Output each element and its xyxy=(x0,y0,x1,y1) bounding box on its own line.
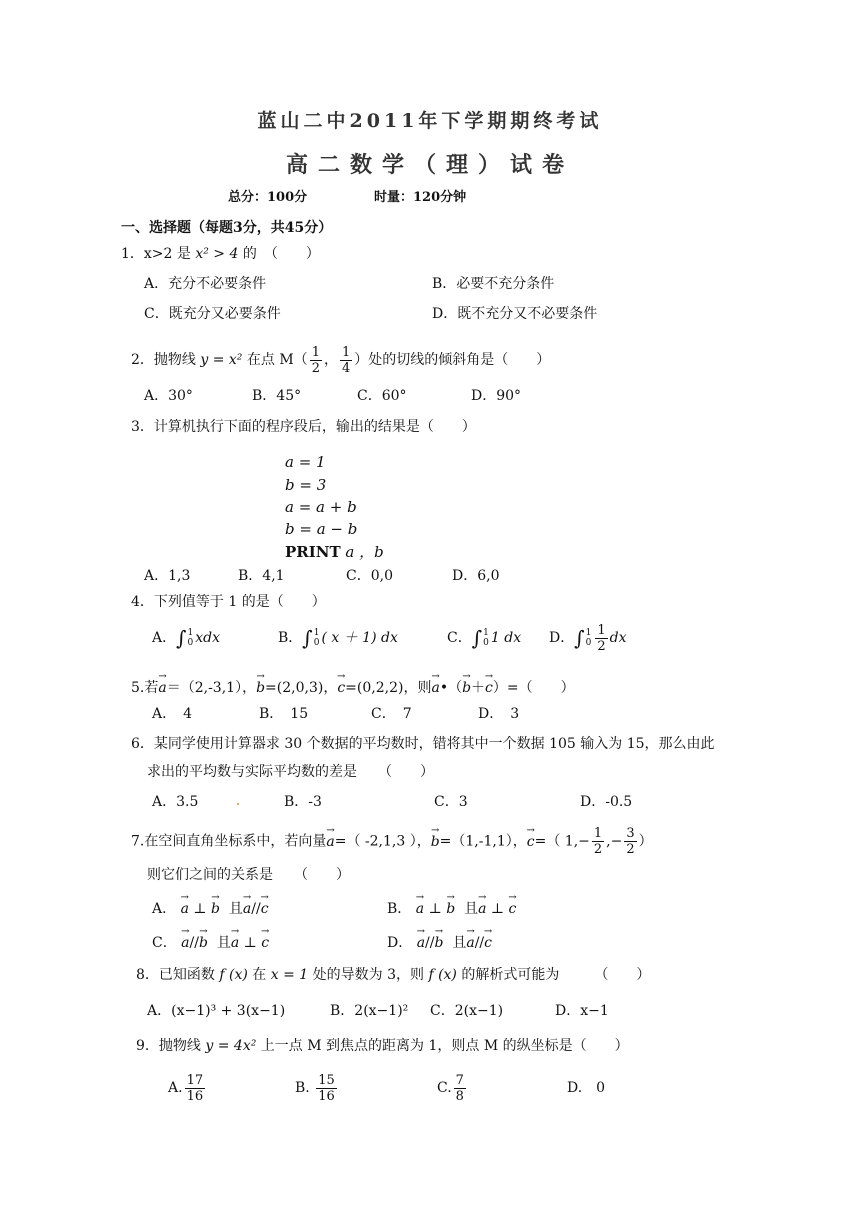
lower-limit: 0 xyxy=(313,638,320,648)
q4-d-den: 2 xyxy=(597,638,606,654)
q8-stem-c: 处的导数为 3，则 xyxy=(312,967,424,983)
q2-option-d: D．90° xyxy=(471,388,522,404)
q5-vector-c-2: → c xyxy=(485,679,493,697)
q7-f2-num: 3 xyxy=(626,826,635,841)
q7-c-sep: ,− xyxy=(606,833,623,850)
q5-vector-a: → a xyxy=(158,679,166,697)
q3-option-c: C．0,0 xyxy=(346,568,393,584)
q4-c-integrand: 1 dx xyxy=(490,630,522,646)
q9-b-den: 16 xyxy=(318,1088,335,1104)
q5-vector-a-2: → a xyxy=(431,679,439,697)
total-score: 总分：100分 xyxy=(228,190,308,205)
q9-c-den: 8 xyxy=(455,1088,464,1104)
q7-f2-den: 2 xyxy=(626,842,635,857)
question-8-stem xyxy=(136,966,650,984)
q9-a-fraction xyxy=(185,1073,206,1104)
q2-stem-d: ）处的切线的倾斜角是（ ） xyxy=(354,352,551,368)
q9-a-label: A. xyxy=(168,1080,183,1096)
q1-inequality: x² > 4 xyxy=(195,246,239,262)
q9-stem-a: 9．抛物线 xyxy=(136,1038,201,1054)
question-7-line-2: 则它们之间的关系是 （ ） xyxy=(147,867,350,883)
vec-c: → c xyxy=(261,934,269,952)
q6-option-a: A．3.5 xyxy=(152,794,199,810)
q9-a-den: 16 xyxy=(186,1088,204,1104)
q3-code-line-1: a = 1 xyxy=(285,453,326,471)
q5-option-d: D． 3 xyxy=(478,706,520,722)
relation: // xyxy=(474,935,485,951)
q4-b-limits xyxy=(314,628,320,648)
q3-option-d: D．6,0 xyxy=(452,568,500,584)
q3-option-a: A．1,3 xyxy=(144,568,191,584)
upper-limit: 1 xyxy=(187,628,194,638)
q7-option-c xyxy=(152,934,269,952)
and: 且 xyxy=(452,935,467,951)
q4-c-label: C． xyxy=(447,630,472,646)
q9-b-fraction xyxy=(316,1073,337,1104)
and: 且 xyxy=(228,901,243,917)
question-1-stem xyxy=(121,245,320,263)
q8-option-b: B．2(x−1)² xyxy=(330,1003,409,1019)
q7-f1-num: 1 xyxy=(593,826,603,841)
q9-option-d: D. 0 xyxy=(567,1080,606,1096)
section-title: 一、选择题（每题3分，共45分） xyxy=(121,220,333,236)
q8-function: f (x) xyxy=(219,967,248,983)
relation: // xyxy=(251,901,261,917)
vec-c: → c xyxy=(509,900,517,918)
upper-limit: 1 xyxy=(483,628,489,638)
q3-print-args: a ，b xyxy=(345,543,384,561)
q4-option-d xyxy=(549,622,627,654)
q7-d-label: D． xyxy=(387,935,413,951)
vec-b: → b xyxy=(211,900,220,918)
integral-sign: ∫ xyxy=(302,626,313,650)
q9-c-num: 7 xyxy=(455,1072,464,1088)
q5-tail-a: •（ xyxy=(439,680,463,696)
q8-stem-b: 在 xyxy=(252,967,267,983)
q9-parabola: y = 4x² xyxy=(205,1038,257,1054)
q2-option-c: C．60° xyxy=(357,388,407,404)
q4-d-label: D． xyxy=(549,630,575,646)
q2-f2-num: 1 xyxy=(341,344,351,360)
q4-d-dx: dx xyxy=(609,630,627,646)
q2-f1-num: 1 xyxy=(311,344,320,360)
and: 且 xyxy=(216,935,231,951)
q4-option-a xyxy=(152,622,220,654)
q4-c-limits xyxy=(483,628,489,648)
q7-a-label: A． xyxy=(152,901,177,917)
q9-option-a xyxy=(168,1071,207,1105)
q8-stem-d: 的解析式可能为 （ ） xyxy=(461,967,651,983)
q7-option-a xyxy=(152,900,269,918)
time-limit: 时量：120分钟 xyxy=(374,190,467,205)
upper-limit: 1 xyxy=(585,628,592,638)
question-6-line-1: 6．某同学使用计算器求 30 个数据的平均数时，错将其中一个数据 105 输入为 15，那么由此 xyxy=(131,736,715,752)
exam-subtitle: 高二数学（理）试卷 xyxy=(285,152,574,178)
q5-eq1: ＝（2,-3,1）， xyxy=(166,680,257,696)
question-3-stem: 3．计算机执行下面的程序段后，输出的结果是（ ） xyxy=(131,419,476,435)
q1-stem-a: 1．x>2 是 xyxy=(121,246,191,262)
q4-option-c xyxy=(447,622,521,654)
q7-option-d xyxy=(387,934,492,952)
lower-limit: 0 xyxy=(187,638,194,648)
q6-option-c: C．3 xyxy=(434,794,468,810)
vec-a: → a xyxy=(478,900,486,918)
q9-b-label: B. xyxy=(295,1080,310,1096)
q7-vector-b: → b xyxy=(431,827,440,857)
q5-vector-b: → b xyxy=(256,679,265,697)
q2-f2-den: 4 xyxy=(341,360,351,376)
q7-b-label: B． xyxy=(387,901,412,917)
lower-limit: 0 xyxy=(483,638,489,648)
q7-b-value: =（1,-1,1）， xyxy=(439,833,527,850)
vec-c: → c xyxy=(261,900,269,918)
q3-code-line-3: a = a + b xyxy=(285,498,357,516)
q9-c-label: C. xyxy=(437,1080,452,1096)
q4-a-limits xyxy=(188,628,194,648)
question-9-stem xyxy=(136,1037,629,1055)
q5-vector-c: → c xyxy=(337,679,345,697)
q3-code-line-4: b = a − b xyxy=(285,520,358,538)
vec-a: → a xyxy=(416,900,424,918)
q7-fraction-2 xyxy=(624,826,636,857)
q3-print-keyword: PRINT xyxy=(285,543,341,561)
q6-option-d: D．-0.5 xyxy=(580,794,633,810)
q4-b-integrand: ( x ＋ 1) dx xyxy=(321,630,398,646)
q8-option-a: A．(x−1)³ + 3(x−1) xyxy=(147,1003,286,1019)
q4-d-num: 1 xyxy=(597,622,606,638)
question-7-stem xyxy=(131,826,653,857)
q7-c-value-b: ） xyxy=(638,833,653,850)
q9-b-num: 15 xyxy=(318,1072,335,1088)
integral-sign: ∫ xyxy=(176,626,187,650)
question-4-stem: 4．下列值等于 1 的是（ ） xyxy=(131,594,326,610)
q1-option-a: A．充分不必要条件 xyxy=(144,276,267,292)
question-2-stem xyxy=(131,343,550,377)
q8-option-c: C．2(x−1) xyxy=(430,1003,504,1019)
q1-option-b: B．必要不充分条件 xyxy=(432,276,555,292)
q4-a-integrand: xdx xyxy=(195,630,221,646)
q7-fraction-1 xyxy=(592,826,604,857)
q4-option-b xyxy=(278,622,398,654)
question-5-stem xyxy=(131,679,575,697)
scan-speck xyxy=(237,803,239,805)
q2-f1-den: 2 xyxy=(311,360,320,376)
q2-stem-a: 2．抛物线 xyxy=(131,352,196,368)
q2-option-a: A．30° xyxy=(144,388,193,404)
q3-code-line-2: b = 3 xyxy=(285,476,327,494)
q4-a-label: A． xyxy=(152,630,177,646)
and: 且 xyxy=(464,901,479,917)
q4-d-limits xyxy=(586,628,592,648)
q1-stem-c: 的 （ ） xyxy=(242,246,320,262)
integral-sign: ∫ xyxy=(471,626,483,650)
q5-eq3: =(0,2,2)，则 xyxy=(345,680,432,696)
vec-b: → b xyxy=(446,900,455,918)
exam-title: 蓝山二中2011年下学期期终考试 xyxy=(257,110,603,132)
q2-comma: ， xyxy=(323,352,338,368)
q1-option-d: D．既不充分又不必要条件 xyxy=(432,306,598,322)
relation: ⊥ xyxy=(193,901,207,917)
vec-a: → a xyxy=(181,900,189,918)
q5-tail-c: ）=（ ） xyxy=(492,680,575,696)
relation: // xyxy=(425,935,435,951)
q8-point: x = 1 xyxy=(270,967,309,983)
q3-option-b: B．4,1 xyxy=(238,568,285,584)
vec-c: → c xyxy=(484,934,492,952)
q6-option-b: B．-3 xyxy=(284,794,322,810)
q8-stem-a: 8．已知函数 xyxy=(136,967,215,983)
q4-d-fraction xyxy=(595,623,607,654)
vec-a: → a xyxy=(231,934,239,952)
q5-vector-b-2: → b xyxy=(462,679,471,697)
q2-fraction-2 xyxy=(340,345,352,376)
q5-option-c: C． 7 xyxy=(371,706,412,722)
q7-vector-c: → c xyxy=(527,827,535,857)
q9-a-num: 17 xyxy=(186,1072,204,1088)
relation: ⊥ xyxy=(243,935,257,951)
q2-parabola: y = x² xyxy=(200,352,243,368)
q9-option-c xyxy=(437,1071,468,1105)
q5-tail-b: ＋ xyxy=(471,680,486,696)
q7-a-value: =（ -2,1,3 ）， xyxy=(334,833,431,850)
q5-option-b: B． 15 xyxy=(259,706,309,722)
q9-c-fraction xyxy=(454,1073,466,1104)
q9-stem-b: 上一点 M 到焦点的距离为 1，则点 M 的纵坐标是（ ） xyxy=(260,1038,629,1054)
q7-f1-den: 2 xyxy=(593,842,603,857)
integral-sign: ∫ xyxy=(574,626,585,650)
q4-b-label: B． xyxy=(278,630,303,646)
q5-stem-a: 5.若 xyxy=(131,680,159,696)
q7-c-label: C． xyxy=(152,935,177,951)
relation: // xyxy=(189,935,199,951)
q2-option-b: B．45° xyxy=(252,388,302,404)
q7-vector-a: → a xyxy=(326,827,334,857)
upper-limit: 1 xyxy=(313,628,320,638)
vec-a: → a xyxy=(466,934,474,952)
question-6-line-2: 求出的平均数与实际平均数的差是 （ ） xyxy=(147,764,434,780)
q8-option-d: D．x−1 xyxy=(555,1003,609,1019)
vec-b: → b xyxy=(434,934,443,952)
q2-fraction-1 xyxy=(310,345,322,376)
q5-eq2: =(2,0,3)， xyxy=(265,680,338,696)
relation: ⊥ xyxy=(490,901,505,917)
q3-code-line-5 xyxy=(285,543,384,561)
q7-c-value-a: =（ 1,− xyxy=(534,833,590,850)
vec-a: → a xyxy=(243,900,251,918)
lower-limit: 0 xyxy=(585,638,592,648)
vec-a: → a xyxy=(181,934,189,952)
relation: ⊥ xyxy=(428,901,442,917)
vec-a: → a xyxy=(417,934,425,952)
vec-b: → b xyxy=(199,934,208,952)
q2-stem-c: 在点 M（ xyxy=(246,352,308,368)
q9-option-b xyxy=(295,1071,339,1105)
q5-option-a: A． 4 xyxy=(152,706,193,722)
q1-option-c: C．既充分又必要条件 xyxy=(144,306,281,322)
q7-stem-a: 7.在空间直角坐标系中，若向量 xyxy=(131,833,327,850)
q8-function-2: f (x) xyxy=(428,967,457,983)
q7-option-b xyxy=(387,900,516,918)
